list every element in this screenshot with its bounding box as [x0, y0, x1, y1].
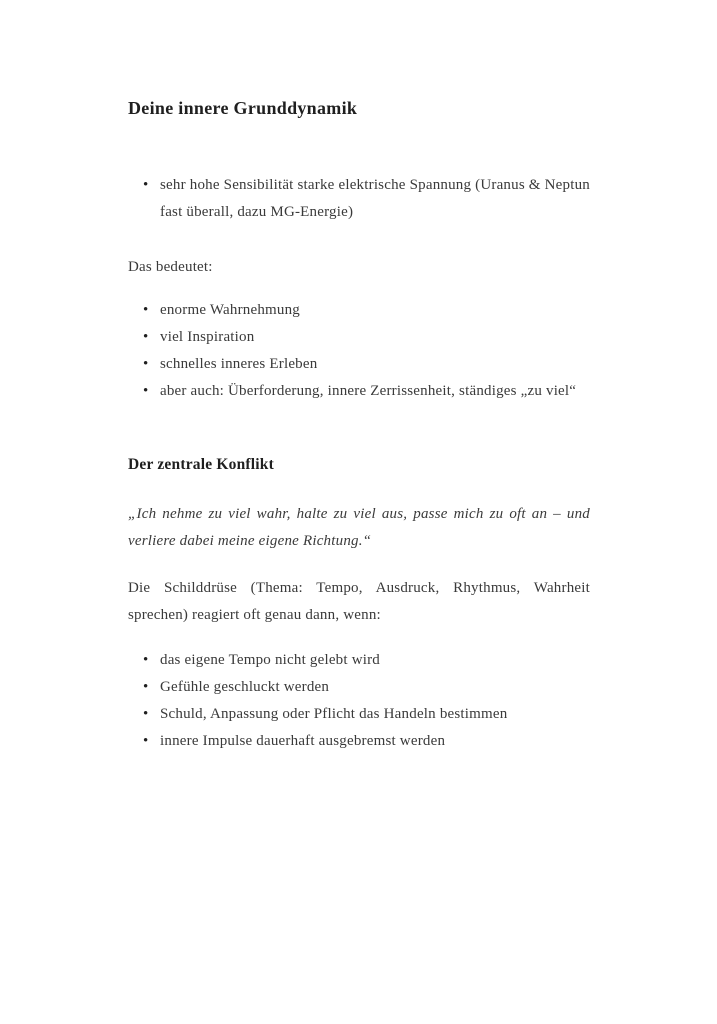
section-heading-grunddynamik: Deine innere Grunddynamik: [128, 98, 358, 118]
list-item: • schnelles inneres Erleben: [128, 351, 590, 378]
list-item: • Gefühle geschluckt werden: [128, 674, 590, 701]
meaning-label: Das bedeutet:: [128, 259, 213, 275]
meaning-bullet-list: [128, 297, 590, 405]
thyroid-paragraph: Die Schilddrüse (Thema: Tempo, Ausdruck, Rhythmus, Wahrheit sprechen) reagiert oft genau dann, wenn:: [128, 580, 590, 623]
list-item: • Schuld, Anpassung oder Pflicht das Handeln bestimmen: [128, 701, 590, 728]
list-item: • aber auch: Überforderung, innere Zerrissenheit, ständiges „zu viel“: [128, 378, 590, 405]
conflict-quote: „Ich nehme zu viel wahr, halte zu viel aus, passe mich zu oft an – und verliere dabei meine eigene Richtung.“: [128, 506, 590, 549]
list-item: • enorme Wahrnehmung: [128, 297, 590, 324]
section-heading-konflikt: Der zentrale Konflikt: [128, 456, 274, 473]
trigger-bullet-list: [128, 647, 590, 755]
list-item: • sehr hohe Sensibilität starke elektrische Spannung (Uranus & Neptun fast überall, dazu MG-Energie): [128, 172, 590, 226]
list-item: • viel Inspiration: [128, 324, 590, 351]
list-item: • innere Impulse dauerhaft ausgebremst werden: [128, 728, 590, 755]
intro-bullet-list: [128, 172, 590, 226]
list-item: • das eigene Tempo nicht gelebt wird: [128, 647, 590, 674]
